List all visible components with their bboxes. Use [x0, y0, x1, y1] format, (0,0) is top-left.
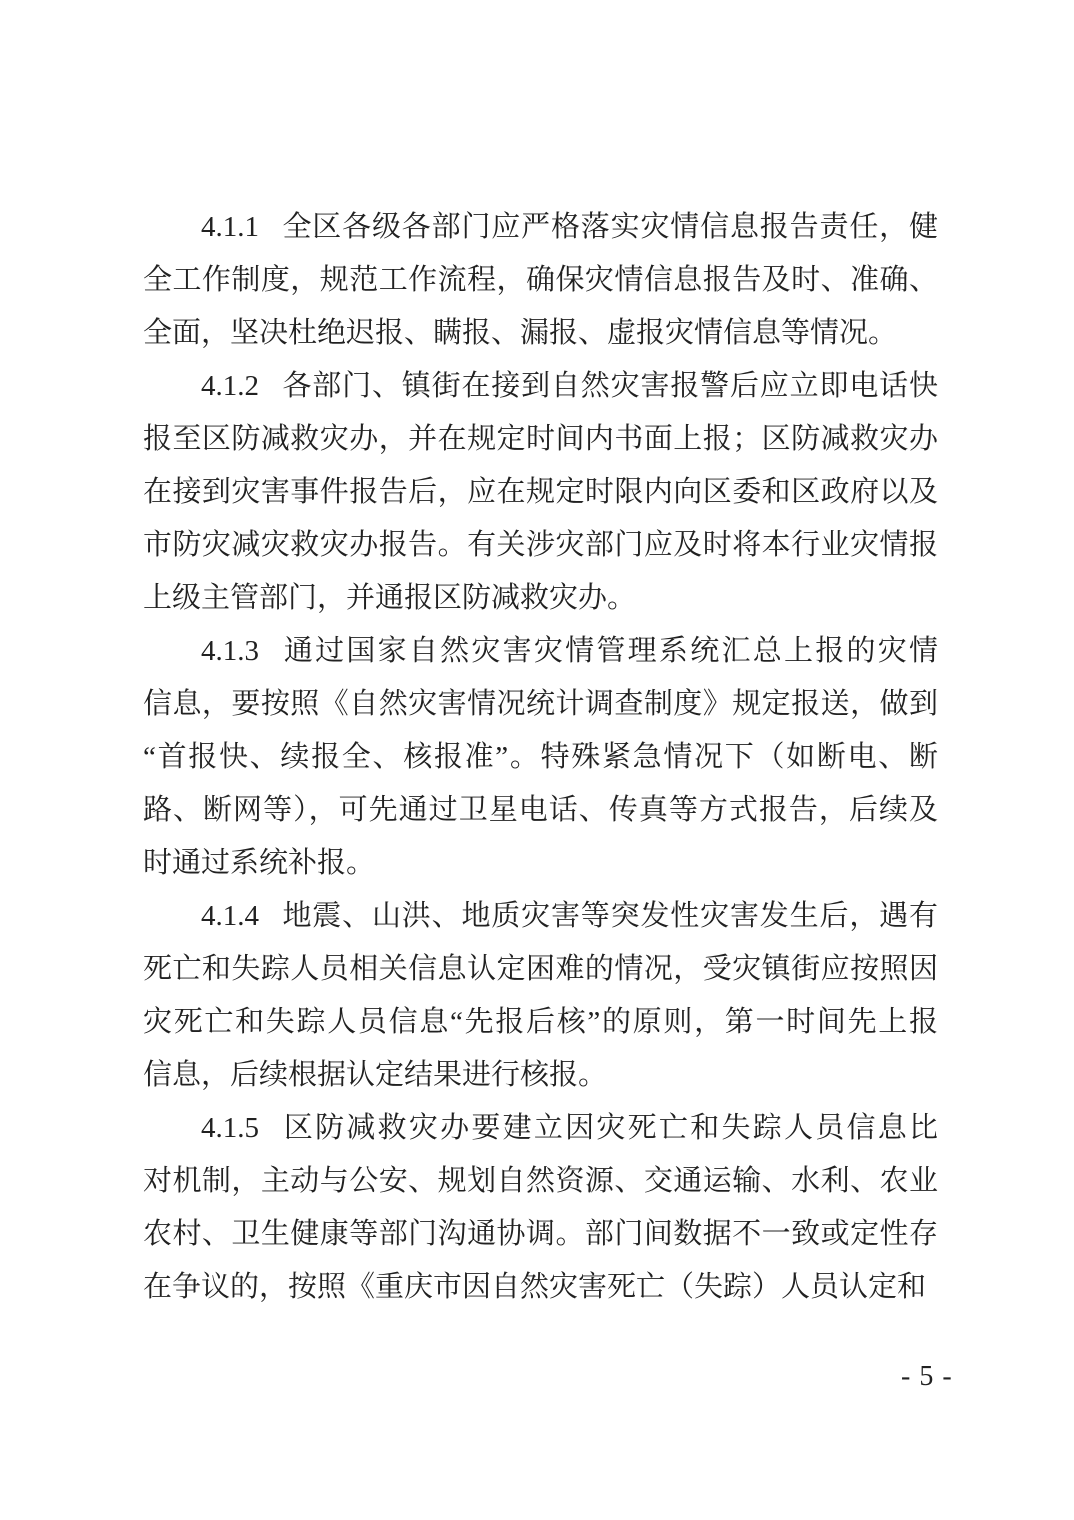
text-line: 信息，要按照《自然灾害情况统计调查制度》规定报送，做到	[143, 688, 938, 720]
text-line: 时通过系统补报。	[143, 847, 376, 879]
text-line: 上级主管部门，并通报区防减救灾办。	[143, 582, 637, 614]
line-text: 各部门、镇街在接到自然灾害报警后应立即电话快	[281, 370, 938, 402]
text-line	[143, 890, 938, 943]
text-line: “首报快、续报全、核报准”。特殊紧急情况下（如断电、断	[143, 741, 938, 773]
line-text: 地震、山洪、地质灾害等突发性灾害发生后，遇有	[281, 900, 938, 932]
paragraph-4-1-4	[143, 890, 938, 1102]
text-line: 对机制，主动与公安、规划自然资源、交通运输、水利、农业	[143, 1165, 938, 1197]
line-text: 全区各级各部门应严格落实灾情信息报告责任，健	[281, 211, 938, 243]
paragraph-4-1-2	[143, 360, 938, 625]
paragraph-4-1-3	[143, 625, 938, 890]
text-line	[143, 201, 938, 254]
line-text: 通过国家自然灾害灾情管理系统汇总上报的灾情	[281, 635, 938, 667]
line-text: 区防减救灾办要建立因灾死亡和失踪人员信息比	[281, 1112, 938, 1144]
text-line: 死亡和失踪人员相关信息认定困难的情况，受灾镇街应按照因	[143, 953, 938, 985]
text-line: 报至区防减救灾办，并在规定时间内书面上报；区防减救灾办	[143, 423, 938, 455]
text-line	[143, 360, 938, 413]
text-line	[143, 1102, 938, 1155]
text-line: 农村、卫生健康等部门沟通协调。部门间数据不一致或定性存	[143, 1218, 938, 1250]
section-number: 4.1.1	[201, 211, 259, 243]
text-line: 全面，坚决杜绝迟报、瞒报、漏报、虚报灾情信息等情况。	[143, 317, 898, 349]
text-line: 路、断网等），可先通过卫星电话、传真等方式报告，后续及	[143, 794, 938, 826]
page-number: - 5 -	[901, 1361, 953, 1392]
text-line: 全工作制度，规范工作流程，确保灾情信息报告及时、准确、	[143, 264, 938, 296]
paragraph-4-1-1	[143, 201, 938, 360]
text-line: 信息，后续根据认定结果进行核报。	[143, 1059, 608, 1091]
paragraph-4-1-5	[143, 1102, 938, 1314]
section-number: 4.1.3	[201, 635, 259, 667]
text-line: 在接到灾害事件报告后，应在规定时限内向区委和区政府以及	[143, 476, 938, 508]
section-number: 4.1.5	[201, 1112, 259, 1144]
text-line: 在争议的，按照《重庆市因自然灾害死亡（失踪）人员认定和	[143, 1271, 927, 1303]
page-content	[143, 201, 938, 1314]
section-number: 4.1.4	[201, 900, 259, 932]
section-number: 4.1.2	[201, 370, 259, 402]
text-line	[143, 625, 938, 678]
text-line: 市防灾减灾救灾办报告。有关涉灾部门应及时将本行业灾情报	[143, 529, 938, 561]
text-line: 灾死亡和失踪人员信息“先报后核”的原则，第一时间先上报	[143, 1006, 938, 1038]
